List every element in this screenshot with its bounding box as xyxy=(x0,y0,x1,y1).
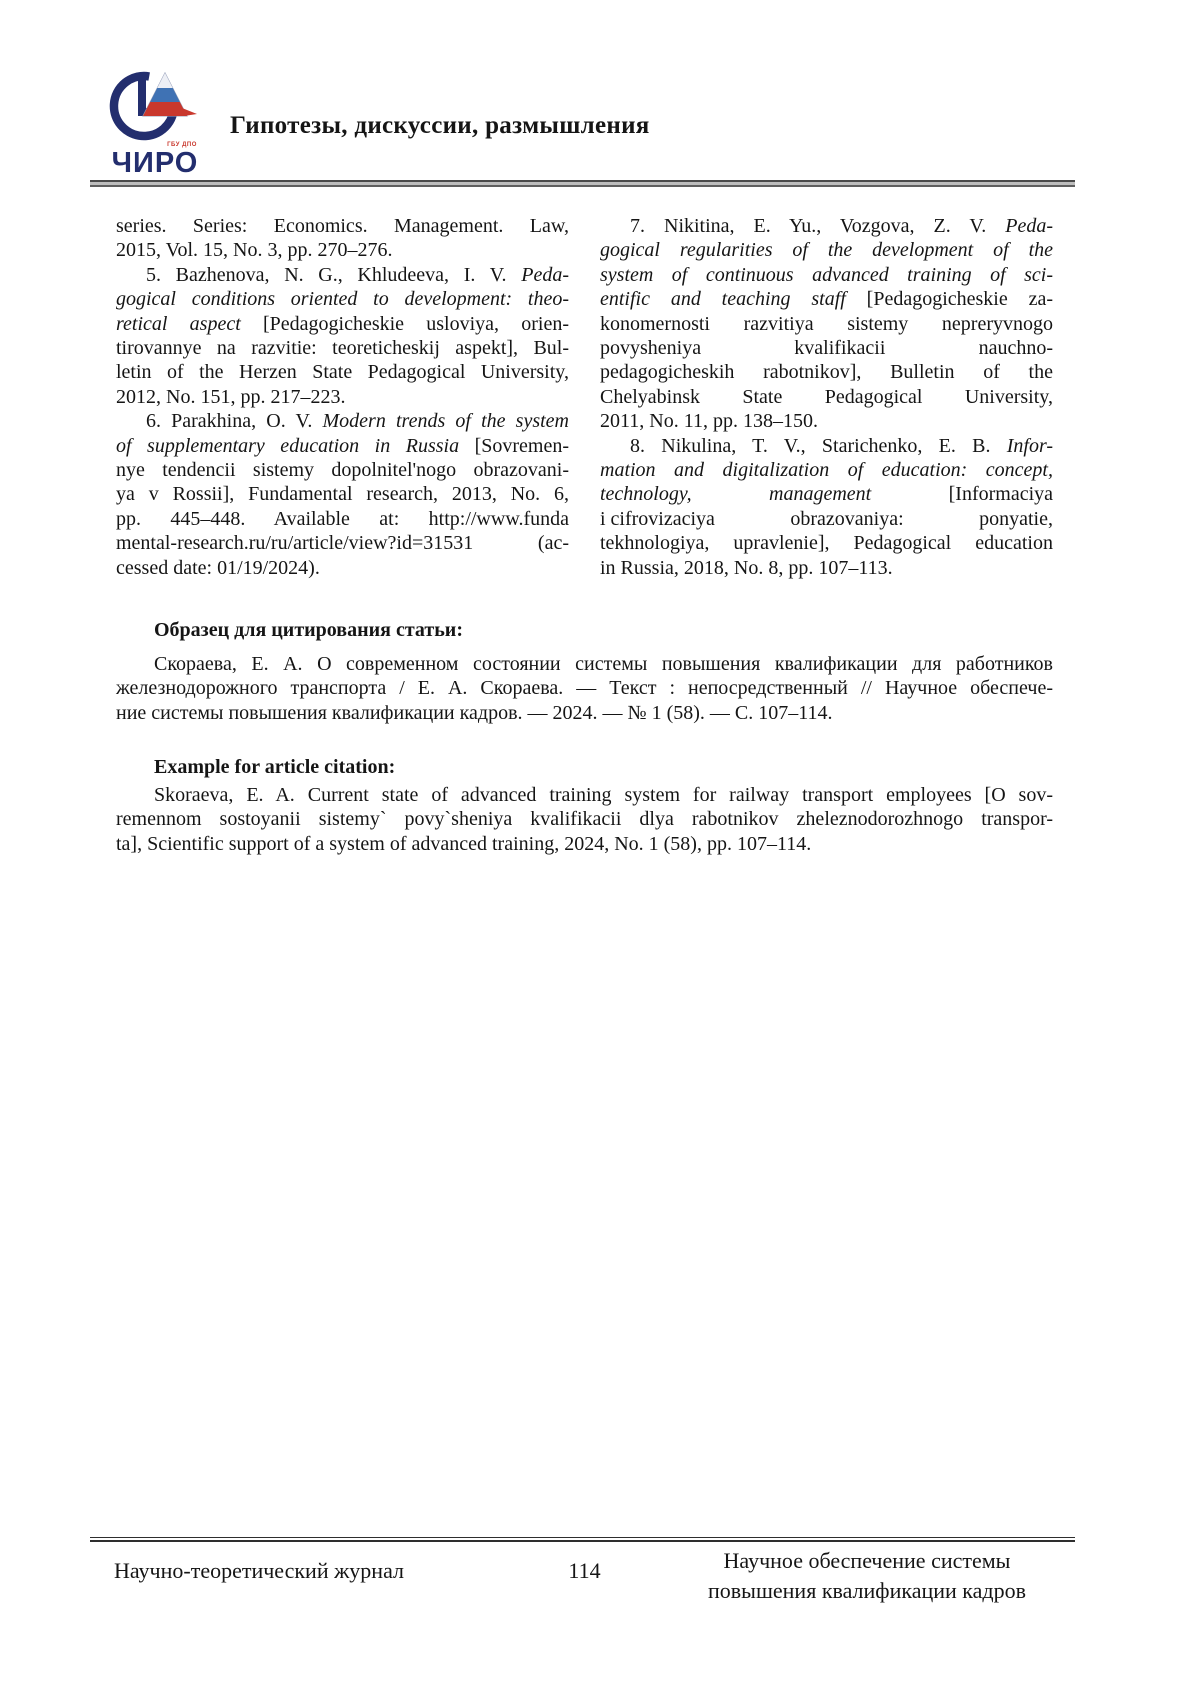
citation-line xyxy=(116,652,1053,676)
references-right-column xyxy=(600,214,1053,580)
text-segment: Chelyabinsk State Pedagogical University, xyxy=(600,385,1053,408)
citation-line xyxy=(116,832,1053,856)
text-segment: [Pedagogicheskie za- xyxy=(845,288,1053,311)
text-segment: ta], Scientific support of a system of advanced training, 2024, No. 1 (58), pp. 107–114. xyxy=(116,832,812,855)
text-segment: 2011, No. 11, pp. 138–150. xyxy=(600,410,818,433)
text-segment: 6. Parakhina, O. V. xyxy=(146,410,323,433)
text-segment: in Russia, 2018, No. 8, pp. 107–113. xyxy=(600,556,893,579)
reference-line xyxy=(600,458,1053,482)
reference-line xyxy=(600,556,1053,580)
text-segment: letin of the Herzen State Pedagogical University, xyxy=(116,361,569,384)
reference-line xyxy=(116,531,569,555)
text-segment: ние системы повышения квалификации кадров. — 2024. — № 1 (58). — С. 107–114. xyxy=(116,701,833,724)
citation-line xyxy=(116,783,1053,807)
text-segment: entific and teaching staff xyxy=(600,288,846,311)
text-segment: of supplementary education in Russia xyxy=(116,434,460,457)
logo-org-name: ЧИРО xyxy=(111,147,199,179)
text-segment: 2012, No. 151, pp. 217–223. xyxy=(116,385,346,408)
text-segment: железнодорожного транспорта / Е. А. Скораева. — Текст : непосредственный // Научное обеспече- xyxy=(116,677,1053,700)
reference-line xyxy=(116,214,569,238)
chiro-logo xyxy=(98,50,204,182)
footer-rule xyxy=(90,1537,1075,1542)
text-segment: povysheniya kvalifikacii nauchno- xyxy=(600,337,1053,360)
reference-entry xyxy=(116,409,569,580)
reference-line xyxy=(600,434,1053,458)
reference-line xyxy=(116,287,569,311)
text-segment: gogical conditions oriented to development: theo- xyxy=(116,288,569,311)
logo-red-flick xyxy=(182,108,197,116)
text-segment: technology, management xyxy=(600,483,872,506)
reference-line xyxy=(116,360,569,384)
text-segment: obrazovaniya: ponyatie, xyxy=(714,507,1053,530)
citation-ru-text xyxy=(116,652,1053,725)
text-segment: 8. Nikulina, T. V., Starichenko, E. B. xyxy=(630,434,1007,457)
text-segment: Peda- xyxy=(1005,215,1053,237)
text-segment: [Informaciya xyxy=(871,483,1054,506)
reference-entry xyxy=(116,263,569,409)
reference-line xyxy=(600,214,1053,238)
text-segment: ya v Rossii], Fundamental research, 2013, No. 6, xyxy=(116,483,569,506)
text-segment: Infor- xyxy=(1006,434,1053,457)
citation-line xyxy=(116,701,1053,725)
text-segment: nye tendencii sistemy dopolnitel'nogo obrazovani- xyxy=(116,459,569,482)
reference-line xyxy=(116,409,569,433)
citation-en-text xyxy=(116,783,1053,856)
text-segment: 5. Bazhenova, N. G., Khludeeva, I. V. xyxy=(146,263,522,286)
text-segment: cessed date: 01/19/2024). xyxy=(116,556,320,579)
reference-line xyxy=(116,482,569,506)
footer-journal-name-line1: Научное обеспечение системы xyxy=(723,1548,1011,1573)
header-rule xyxy=(90,180,1075,187)
footer-page-number: 114 xyxy=(568,1558,601,1583)
text-segment: remennom sostoyanii sistemy` povy`sheniya kvalifikacii dlya rabotnikov zheleznodorozhnogo transpor- xyxy=(116,808,1053,831)
reference-line xyxy=(600,238,1053,262)
text-segment: 7. Nikitina, E. Yu., Vozgova, Z. V. xyxy=(630,215,1006,237)
citation-ru-heading: Образец для цитирования статьи: xyxy=(154,619,463,641)
reference-line xyxy=(600,263,1053,287)
reference-line xyxy=(116,336,569,360)
logo-org-type: ГБУ ДПО xyxy=(167,142,197,148)
reference-line xyxy=(116,434,569,458)
reference-line xyxy=(600,507,1053,531)
text-segment: Скораева, Е. А. О современном состоянии системы повышения квалификации для работников xyxy=(154,653,1053,675)
reference-line xyxy=(116,385,569,409)
references-section xyxy=(116,214,1053,580)
citation-line xyxy=(116,676,1053,700)
text-segment: gogical regularities of the development of the xyxy=(600,239,1053,262)
reference-entry xyxy=(116,214,569,263)
reference-line xyxy=(116,458,569,482)
text-segment: series. Series: Economics. Management. Law, xyxy=(116,215,569,237)
reference-line xyxy=(600,312,1053,336)
text-segment: [Sovremen- xyxy=(459,434,569,457)
footer-journal-name-line2: повышения квалификации кадров xyxy=(708,1577,1026,1603)
reference-line xyxy=(600,531,1053,555)
logo-triangle-red xyxy=(143,102,187,116)
reference-line xyxy=(600,482,1053,506)
footer-journal-name xyxy=(681,1546,1053,1605)
text-segment: tirovannye na razvitie: teoreticheskij aspekt], Bul- xyxy=(116,337,569,360)
text-segment: mental-research.ru/ru/article/view?id=31531 (ac- xyxy=(116,532,569,555)
section-title: Гипотезы, дискуссии, размышления xyxy=(230,112,650,139)
text-segment: [Pedagogicheskie usloviya, orien- xyxy=(240,312,570,335)
reference-line xyxy=(116,507,569,531)
logo-triangle-white xyxy=(157,73,172,88)
text-segment: i cifrovizaciya xyxy=(600,507,715,530)
citation-line xyxy=(116,807,1053,831)
reference-line xyxy=(600,409,1053,433)
footer-journal-type: Научно-теоретический журнал xyxy=(114,1558,405,1583)
reference-line xyxy=(600,336,1053,360)
text-segment: tekhnologiya, upravlenie], Pedagogical education xyxy=(600,532,1053,555)
reference-entry xyxy=(600,214,1053,434)
text-segment: 2015, Vol. 15, No. 3, pp. 270–276. xyxy=(116,239,393,262)
text-segment: Modern trends of the system xyxy=(322,410,569,433)
text-segment: pp. 445–448. Available at: http://www.funda xyxy=(116,507,569,530)
logo-triangle-blue xyxy=(150,88,180,102)
text-segment: Peda- xyxy=(521,263,569,286)
reference-line xyxy=(116,263,569,287)
reference-line xyxy=(116,312,569,336)
reference-entry xyxy=(600,434,1053,580)
references-left-column xyxy=(116,214,569,580)
reference-line xyxy=(116,556,569,580)
text-segment: system of continuous advanced training of sci- xyxy=(600,263,1053,286)
reference-line xyxy=(116,238,569,262)
reference-line xyxy=(600,287,1053,311)
reference-line xyxy=(600,385,1053,409)
text-segment: konomernosti razvitiya sistemy nepreryvnogo xyxy=(600,312,1053,335)
text-segment: Skoraeva, E. A. Current state of advanced training system for railway transport employees [O sov- xyxy=(154,784,1053,806)
citation-en-heading: Example for article citation: xyxy=(154,756,396,778)
reference-line xyxy=(600,360,1053,384)
text-segment: mation and digitalization of education: concept, xyxy=(600,459,1053,482)
text-segment: pedagogicheskih rabotnikov], Bulletin of the xyxy=(600,361,1053,384)
text-segment: retical aspect xyxy=(116,312,241,335)
